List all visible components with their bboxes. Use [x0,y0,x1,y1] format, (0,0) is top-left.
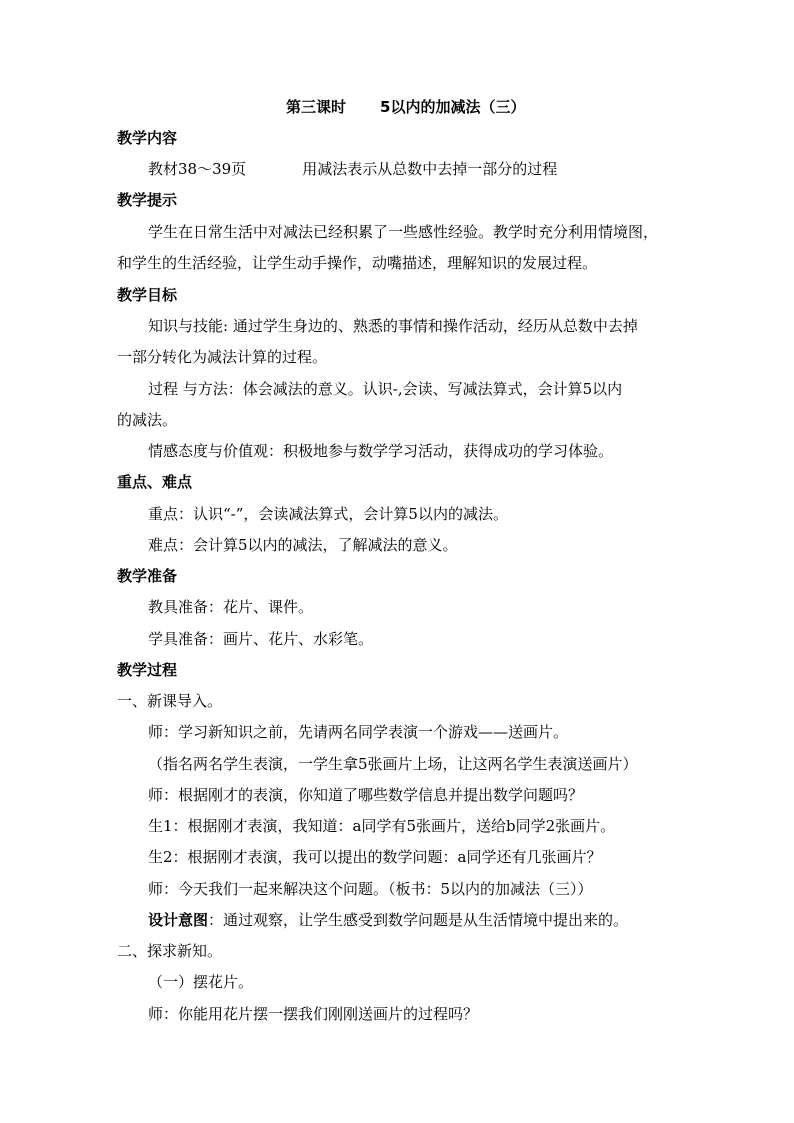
goal-1-line-1: 知识与技能: 通过学生身边的、熟悉的事情和操作活动，经历从总数中去掉 [148,317,638,335]
goal-3: 情感态度与价值观：积极地参与数学学习活动，获得成功的学习体验。 [148,442,614,460]
lesson-number: 第三课时 [286,98,347,116]
design-intent-text: ：通过观察，让学生感受到数学问题是从生活情境中提出来的。 [208,911,629,929]
heading-prep: 教学准备 [117,567,178,585]
process-sub-1: （一）摆花片。 [148,973,254,991]
heading-goals: 教学目标 [117,286,178,304]
goal-2-line-1: 过程 与方法：体会减法的意义。认识-,会读、写减法算式，会计算5以内 [148,380,623,398]
process-line-5: 生2：根据刚才表演，我可以提出的数学问题：a同学还有几张画片？ [148,848,602,866]
process-part-1: 一、新课导入。 [117,692,223,710]
content-desc: 用减法表示从总数中去掉一部分的过程 [302,160,558,178]
heading-keypoints: 重点、难点 [117,473,193,491]
lesson-name: 5以内的加减法（三） [380,98,526,116]
process-line-6: 师：今天我们一起来解决这个问题。（板书：5以内的加减法（三）） [148,880,593,898]
prep-student: 学具准备：画片、花片、水彩笔。 [148,630,374,648]
design-intent [148,910,794,930]
process-line-7: 师：你能用花片摆一摆我们刚刚送画片的过程吗？ [148,1005,479,1023]
lesson-title [286,97,794,117]
process-part-2: 二、探求新知。 [117,942,223,960]
process-line-3: 师：根据刚才的表演，你知道了哪些数学信息并提出数学问题吗？ [148,786,584,804]
tips-line-1: 学生在日常生活中对减法已经积累了一些感性经验。教学时充分利用情境图， [148,223,659,241]
difficult-point: 难点：会计算5以内的减法，了解减法的意义。 [148,536,458,554]
content-pages: 教材38～39页 [148,160,247,178]
heading-content: 教学内容 [117,129,178,147]
heading-process: 教学过程 [117,661,178,679]
goal-2-line-2: 的减法。 [117,411,178,429]
key-point: 重点：认识“-”，会读减法算式，会计算5以内的减法。 [148,505,508,523]
heading-tips: 教学提示 [117,191,178,209]
tips-line-2: 和学生的生活经验，让学生动手操作，动嘴描述，理解知识的发展过程。 [117,254,598,272]
prep-teacher: 教具准备：花片、课件。 [148,598,314,616]
design-intent-label: 设计意图 [148,911,209,929]
process-line-2: （指名两名学生表演，一学生拿5张画片上场，让这两名学生表演送画片） [148,755,638,773]
process-line-4: 生1：根据刚才表演，我知道：a同学有5张画片，送给b同学2张画片。 [148,817,616,835]
content-line [148,159,794,179]
process-line-1: 师：学习新知识之前，先请两名同学表演一个游戏——送画片。 [148,723,569,741]
goal-1-line-2: 一部分转化为减法计算的过程。 [117,348,328,366]
